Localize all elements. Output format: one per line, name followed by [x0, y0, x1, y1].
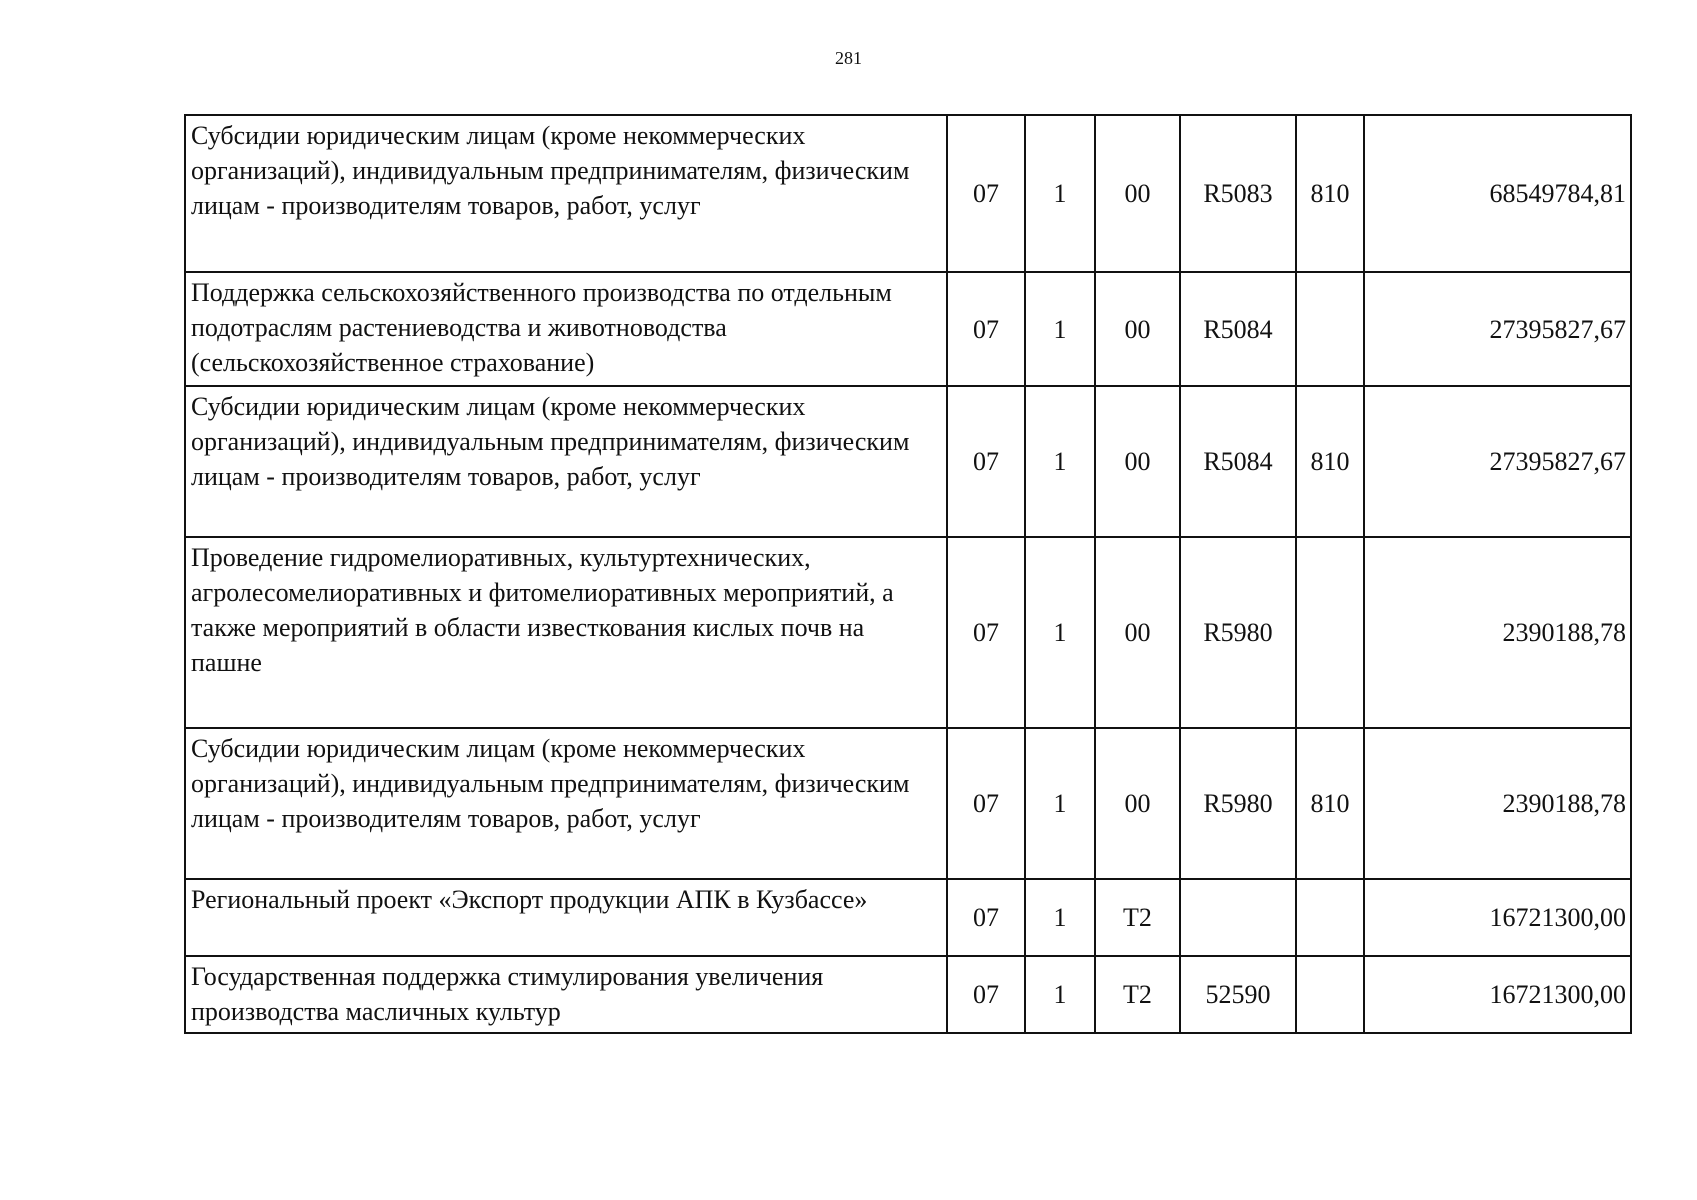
subprogram-code: Т2 — [1095, 956, 1180, 1033]
subprogram-code: 00 — [1095, 386, 1180, 537]
row-description: Субсидии юридическим лицам (кроме некоммерческих организаций), индивидуальным предпринимателям, физическим лицам - производителям товаров, работ, услуг — [185, 386, 947, 537]
direction-code: R5084 — [1180, 386, 1296, 537]
direction-code: R5083 — [1180, 115, 1296, 272]
subprogram-code: 00 — [1095, 728, 1180, 879]
row-description: Поддержка сельскохозяйственного производства по отдельным подотраслям растениеводства и животноводства (сельскохозяйственное страхование) — [185, 272, 947, 386]
amount-value: 2390188,78 — [1364, 537, 1631, 728]
subprogram-code: 00 — [1095, 537, 1180, 728]
amount-value: 27395827,67 — [1364, 386, 1631, 537]
direction-code: R5084 — [1180, 272, 1296, 386]
subprogram-code: Т2 — [1095, 879, 1180, 956]
section-code: 07 — [947, 115, 1025, 272]
expense-type-code — [1296, 956, 1364, 1033]
table-row — [185, 115, 1631, 272]
section-code: 07 — [947, 956, 1025, 1033]
program-code: 1 — [1025, 537, 1095, 728]
program-code: 1 — [1025, 956, 1095, 1033]
amount-value: 27395827,67 — [1364, 272, 1631, 386]
direction-code: R5980 — [1180, 537, 1296, 728]
expense-type-code: 810 — [1296, 386, 1364, 537]
row-description: Проведение гидромелиоративных, культуртехнических, агролесомелиоративных и фитомелиоративных мероприятий, а также мероприятий в области известкования кислых почв на пашне — [185, 537, 947, 728]
expense-type-code — [1296, 537, 1364, 728]
program-code: 1 — [1025, 115, 1095, 272]
amount-value: 16721300,00 — [1364, 879, 1631, 956]
direction-code: R5980 — [1180, 728, 1296, 879]
budget-table — [184, 114, 1632, 1034]
direction-code — [1180, 879, 1296, 956]
direction-code: 52590 — [1180, 956, 1296, 1033]
row-description: Государственная поддержка стимулирования увеличения производства масличных культур — [185, 956, 947, 1033]
table-row — [185, 537, 1631, 728]
row-description: Субсидии юридическим лицам (кроме некоммерческих организаций), индивидуальным предпринимателям, физическим лицам - производителям товаров, работ, услуг — [185, 115, 947, 272]
expense-type-code: 810 — [1296, 728, 1364, 879]
program-code: 1 — [1025, 272, 1095, 386]
page-number: 281 — [835, 48, 862, 68]
table-row — [185, 272, 1631, 386]
row-description: Региональный проект «Экспорт продукции АПК в Кузбассе» — [185, 879, 947, 956]
program-code: 1 — [1025, 728, 1095, 879]
row-description: Субсидии юридическим лицам (кроме некоммерческих организаций), индивидуальным предпринимателям, физическим лицам - производителям товаров, работ, услуг — [185, 728, 947, 879]
amount-value: 68549784,81 — [1364, 115, 1631, 272]
expense-type-code: 810 — [1296, 115, 1364, 272]
program-code: 1 — [1025, 879, 1095, 956]
amount-value: 16721300,00 — [1364, 956, 1631, 1033]
section-code: 07 — [947, 386, 1025, 537]
amount-value: 2390188,78 — [1364, 728, 1631, 879]
table-row — [185, 728, 1631, 879]
table-row — [185, 386, 1631, 537]
subprogram-code: 00 — [1095, 272, 1180, 386]
section-code: 07 — [947, 272, 1025, 386]
section-code: 07 — [947, 537, 1025, 728]
program-code: 1 — [1025, 386, 1095, 537]
section-code: 07 — [947, 879, 1025, 956]
expense-type-code — [1296, 272, 1364, 386]
expense-type-code — [1296, 879, 1364, 956]
subprogram-code: 00 — [1095, 115, 1180, 272]
table-row — [185, 879, 1631, 956]
table-row — [185, 956, 1631, 1033]
section-code: 07 — [947, 728, 1025, 879]
